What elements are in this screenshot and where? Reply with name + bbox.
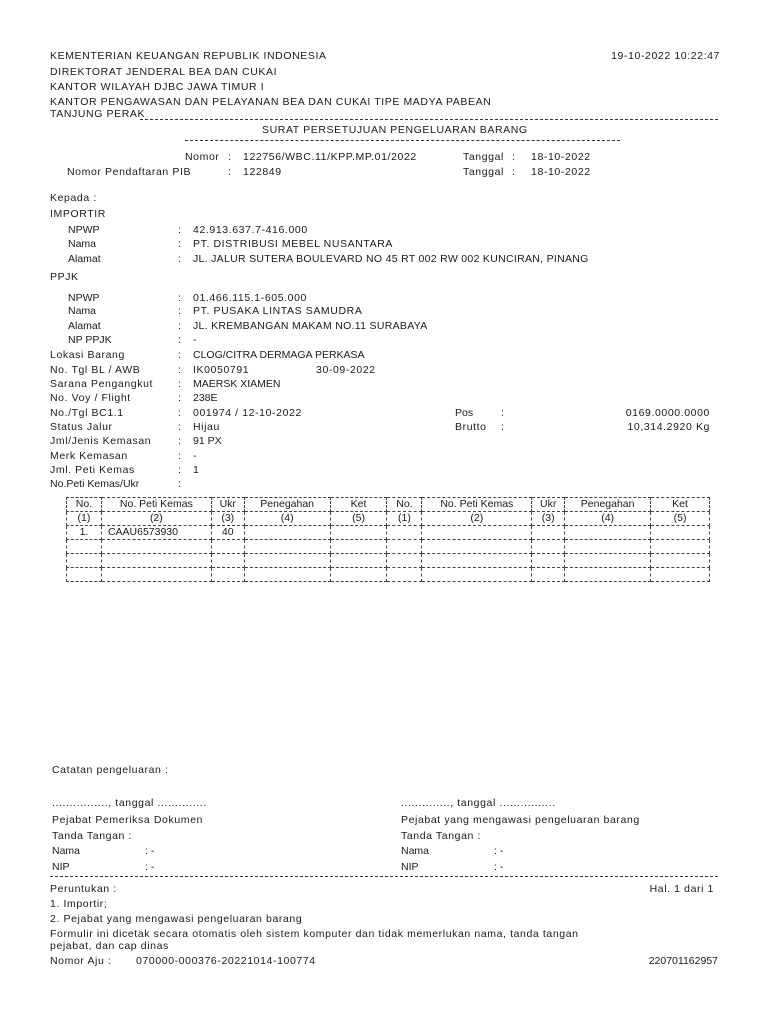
- ppjk-heading: PPJK: [50, 271, 79, 283]
- column-number: (2): [422, 512, 532, 526]
- table-cell: [244, 568, 330, 582]
- colon: :: [178, 450, 181, 462]
- bl-label: No. Tgl BL / AWB: [50, 364, 141, 376]
- sign-left-nama-label: Nama: [52, 845, 81, 857]
- colon: :: [178, 407, 181, 419]
- bruto-value: 10,314.2920 Kg: [627, 421, 710, 433]
- sign-right-nip-value: : -: [494, 861, 504, 873]
- table-cell: [565, 554, 651, 568]
- ppjk-nama-label: Nama: [68, 305, 97, 317]
- table-cell: [422, 554, 532, 568]
- table-cell: [330, 540, 387, 554]
- column-number: (1): [387, 512, 422, 526]
- colon: :: [178, 334, 181, 346]
- peruntukan-item-1: 1. Importir;: [50, 898, 108, 910]
- header-divider: [140, 119, 718, 120]
- ppjk-np-value: -: [193, 334, 197, 346]
- column-header: Ket: [330, 498, 387, 512]
- table-cell: [387, 554, 422, 568]
- sign-left-ttd: Tanda Tangan :: [52, 830, 133, 842]
- table-cell: [211, 568, 244, 582]
- table-cell: [565, 526, 651, 540]
- column-number: (5): [330, 512, 387, 526]
- bl-date: 30-09-2022: [316, 364, 376, 376]
- table-cell: [422, 568, 532, 582]
- table-cell: 1.: [67, 526, 102, 540]
- nomor-tanggal-value: 18-10-2022: [531, 151, 591, 163]
- ppjk-alamat-label: Alamat: [68, 320, 101, 332]
- column-header: Ukr: [532, 498, 565, 512]
- peruntukan-label: Peruntukan :: [50, 883, 117, 895]
- nomor-aju-label: Nomor Aju :: [50, 955, 112, 967]
- lokasi-value: CLOG/CITRA DERMAGA PERKASA: [193, 349, 365, 361]
- column-number: (3): [211, 512, 244, 526]
- table-cell: [651, 554, 710, 568]
- title-underline: [185, 140, 620, 141]
- table-cell: [532, 540, 565, 554]
- colon: :: [501, 421, 504, 433]
- table-cell: [532, 568, 565, 582]
- table-cell: [67, 568, 102, 582]
- colon: :: [178, 349, 181, 361]
- sarana-value: MAERSK XIAMEN: [193, 378, 281, 390]
- pos-value: 0169.0000.0000: [625, 407, 710, 419]
- column-number: (1): [67, 512, 102, 526]
- sign-left-nama-value: : -: [145, 845, 155, 857]
- pib-tanggal-value: 18-10-2022: [531, 166, 591, 178]
- importir-heading: IMPORTIR: [50, 208, 106, 220]
- colon: :: [228, 166, 231, 178]
- nomor-label: Nomor: [185, 151, 220, 163]
- footer-divider: [50, 876, 718, 877]
- peti-value: 1: [193, 464, 199, 476]
- table-cell: [67, 540, 102, 554]
- sign-right-nip-label: NIP: [401, 861, 419, 873]
- table-row: [67, 540, 710, 554]
- table-cell: [211, 540, 244, 554]
- ppjk-nama-value: PT. PUSAKA LINTAS SAMUDRA: [193, 305, 363, 317]
- table-cell: [651, 540, 710, 554]
- column-header: Penegahan: [565, 498, 651, 512]
- table-cell: [651, 526, 710, 540]
- sign-left-nip-label: NIP: [52, 861, 70, 873]
- print-datetime: 19-10-2022 10:22:47: [611, 50, 720, 62]
- kemasan-value: 91 PX: [193, 435, 222, 447]
- table-cell: [330, 554, 387, 568]
- peti-kemas-table: [66, 497, 710, 582]
- peti-label: Jml. Peti Kemas: [50, 464, 135, 476]
- sign-left-nip-value: : -: [145, 861, 155, 873]
- colon: :: [178, 435, 181, 447]
- table-cell: [244, 554, 330, 568]
- table-cell: [101, 540, 211, 554]
- peruntukan-item-2: 2. Pejabat yang mengawasi pengeluaran barang: [50, 913, 303, 925]
- sign-right-ttd: Tanda Tangan :: [401, 830, 482, 842]
- table-row: [67, 568, 710, 582]
- nomor-tanggal-label: Tanggal: [463, 151, 504, 163]
- lokasi-label: Lokasi Barang: [50, 349, 125, 361]
- table-header-row: [67, 498, 710, 512]
- table-cell: [387, 526, 422, 540]
- colon: :: [178, 305, 181, 317]
- voy-value: 238E: [193, 392, 218, 404]
- colon: :: [178, 238, 181, 250]
- importir-npwp-value: 42.913.637.7-416.000: [193, 224, 308, 236]
- table-cell: [565, 540, 651, 554]
- column-number: (4): [244, 512, 330, 526]
- table-cell: CAAU6573930: [101, 526, 211, 540]
- ppjk-alamat-value: JL. KREMBANGAN MAKAM NO.11 SURABAYA: [193, 320, 428, 332]
- pos-label: Pos: [455, 407, 474, 419]
- jalur-value: Hijau: [193, 421, 220, 433]
- table-number-row: [67, 512, 710, 526]
- table-cell: [101, 568, 211, 582]
- table-cell: [387, 568, 422, 582]
- table-cell: [387, 540, 422, 554]
- ppjk-npwp-value: 01.466.115.1-605.000: [193, 292, 307, 304]
- column-number: (3): [532, 512, 565, 526]
- importir-nama-value: PT. DISTRIBUSI MEBEL NUSANTARA: [193, 238, 394, 250]
- colon: :: [512, 166, 515, 178]
- nomor-aju-value: 070000-000376-20221014-100774: [136, 955, 316, 967]
- table-cell: 40: [211, 526, 244, 540]
- merk-label: Merk Kemasan: [50, 450, 128, 462]
- pib-label: Nomor Pendaftaran PIB: [67, 166, 192, 178]
- sign-left-role: Pejabat Pemeriksa Dokumen: [52, 814, 203, 826]
- kemasan-label: Jml/Jenis Kemasan: [50, 435, 152, 447]
- column-header: No.: [387, 498, 422, 512]
- column-header: No. Peti Kemas: [422, 498, 532, 512]
- table-cell: [422, 540, 532, 554]
- header-customs-office: KANTOR PENGAWASAN DAN PELAYANAN BEA DAN CUKAI TIPE MADYA PABEAN: [50, 96, 492, 108]
- table-cell: [211, 554, 244, 568]
- jalur-label: Status Jalur: [50, 421, 113, 433]
- header-directorate: DIREKTORAT JENDERAL BEA DAN CUKAI: [50, 66, 278, 78]
- colon: :: [178, 478, 181, 490]
- colon: :: [501, 407, 504, 419]
- colon: :: [512, 151, 515, 163]
- auto-print-note: Formulir ini dicetak secara otomatis oleh sistem komputer dan tidak memerlukan nama, tanda tangan: [50, 928, 579, 940]
- table-cell: [651, 568, 710, 582]
- pib-tanggal-label: Tanggal: [463, 166, 504, 178]
- pib-value: 122849: [243, 166, 282, 178]
- column-number: (4): [565, 512, 651, 526]
- table-row: [67, 554, 710, 568]
- noukr-label: No.Peti Kemas/Ukr: [50, 478, 140, 490]
- table-cell: [244, 540, 330, 554]
- colon: :: [178, 224, 181, 236]
- header-office-location: TANJUNG PERAK: [50, 108, 146, 120]
- sign-right-nama-value: : -: [494, 845, 504, 857]
- colon: :: [178, 320, 181, 332]
- table-cell: [330, 526, 387, 540]
- sign-right-place-date: .............., tanggal ................: [401, 797, 556, 809]
- voy-label: No. Voy / Flight: [50, 392, 131, 404]
- header-regional-office: KANTOR WILAYAH DJBC JAWA TIMUR I: [50, 81, 265, 93]
- document-code: 220701162957: [648, 955, 718, 967]
- sign-right-nama-label: Nama: [401, 845, 430, 857]
- bc-value: 001974 / 12-10-2022: [193, 407, 302, 419]
- ppjk-np-label: NP PPJK: [68, 334, 112, 346]
- colon: :: [178, 292, 181, 304]
- column-number: (2): [101, 512, 211, 526]
- sarana-label: Sarana Pengangkut: [50, 378, 154, 390]
- bc-label: No./Tgl BC1.1: [50, 407, 124, 419]
- colon: :: [228, 151, 231, 163]
- sign-left-place-date: ................, tanggal ..............: [52, 797, 207, 809]
- importir-npwp-label: NPWP: [68, 224, 100, 236]
- merk-value: -: [193, 450, 197, 462]
- table-row: [67, 526, 710, 540]
- nomor-value: 122756/WBC.11/KPP.MP.01/2022: [243, 151, 417, 163]
- auto-print-note-cont: pejabat, dan cap dinas: [50, 940, 169, 952]
- table-cell: [67, 554, 102, 568]
- table-cell: [532, 526, 565, 540]
- column-number: (5): [651, 512, 710, 526]
- column-header: Ket: [651, 498, 710, 512]
- colon: :: [178, 378, 181, 390]
- table-cell: [244, 526, 330, 540]
- column-header: Penegahan: [244, 498, 330, 512]
- table-cell: [532, 554, 565, 568]
- colon: :: [178, 364, 181, 376]
- column-header: Ukr: [211, 498, 244, 512]
- table-cell: [565, 568, 651, 582]
- column-header: No.: [67, 498, 102, 512]
- bruto-label: Brutto: [455, 421, 487, 433]
- bl-value: IK0050791: [193, 364, 250, 376]
- colon: :: [178, 392, 181, 404]
- header-ministry: KEMENTERIAN KEUANGAN REPUBLIK INDONESIA: [50, 50, 327, 62]
- sign-right-role: Pejabat yang mengawasi pengeluaran barang: [401, 814, 640, 826]
- page-number: Hal. 1 dari 1: [649, 883, 714, 895]
- colon: :: [178, 464, 181, 476]
- table-cell: [101, 554, 211, 568]
- importir-alamat-value: JL. JALUR SUTERA BOULEVARD NO 45 RT 002 RW 002 KUNCIRAN, PINANG: [193, 253, 589, 265]
- importir-nama-label: Nama: [68, 238, 97, 250]
- table-cell: [422, 526, 532, 540]
- document-title: SURAT PERSETUJUAN PENGELUARAN BARANG: [262, 124, 528, 136]
- colon: :: [178, 421, 181, 433]
- catatan-label: Catatan pengeluaran :: [52, 764, 169, 776]
- column-header: No. Peti Kemas: [101, 498, 211, 512]
- kepada-label: Kepada :: [50, 192, 97, 204]
- table-cell: [330, 568, 387, 582]
- colon: :: [178, 253, 181, 265]
- ppjk-npwp-label: NPWP: [68, 292, 100, 304]
- importir-alamat-label: Alamat: [68, 253, 101, 265]
